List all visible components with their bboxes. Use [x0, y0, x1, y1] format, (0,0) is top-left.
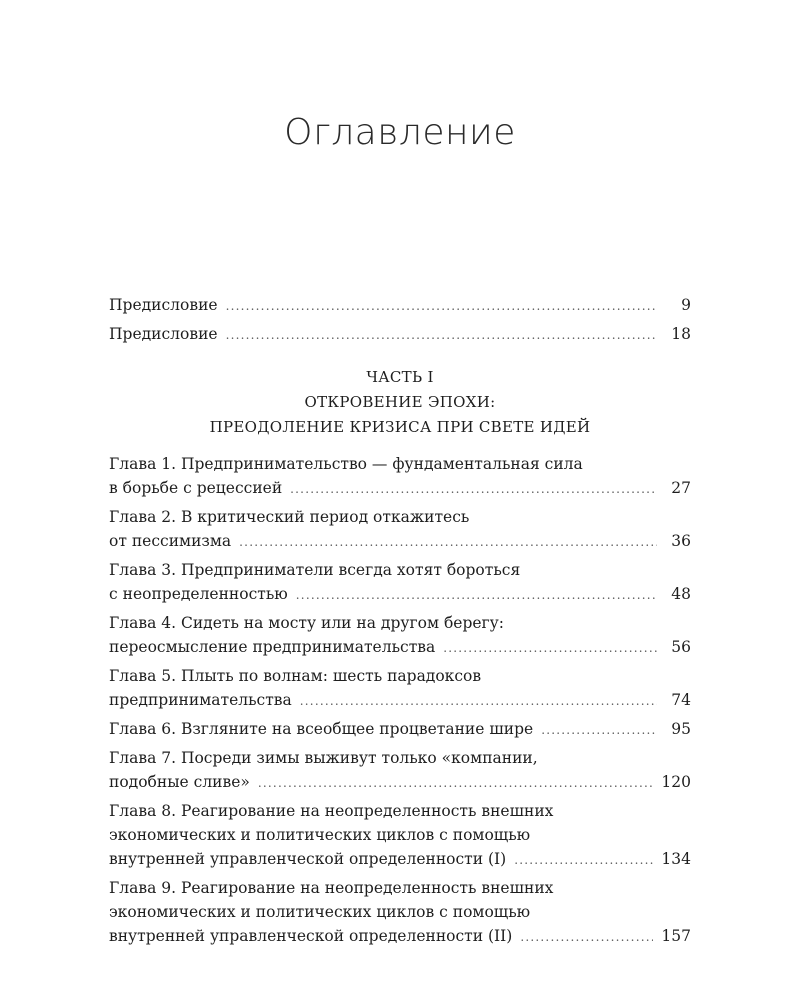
toc-page-number: 18: [671, 325, 691, 343]
toc-entry-title-line: подобные сливе»: [109, 773, 250, 791]
toc-entry-title-line: переосмысление предпринимательства: [109, 638, 436, 656]
toc-entry-chapter-7[interactable]: [109, 746, 691, 795]
part-heading: [109, 365, 691, 440]
toc-entry-title-line: экономических и политических циклов с помощью: [109, 826, 531, 844]
toc-page-number: 48: [671, 585, 691, 603]
toc-entry-title-line: Глава 1. Предпринимательство — фундаментальная сила: [109, 455, 583, 473]
toc-entry-title-line: внутренней управленческой определенности (I): [109, 850, 507, 868]
toc-entry-chapter-5[interactable]: [109, 664, 691, 713]
leader-dots: [239, 530, 657, 554]
toc-entry-title-line: предпринимательства: [109, 691, 292, 709]
toc-entry-title: Предисловие: [109, 296, 218, 314]
toc-entry-title-line: Глава 3. Предприниматели всегда хотят бороться: [109, 561, 521, 579]
part-label: ЧАСТЬ I: [366, 368, 434, 386]
leader-dots: [226, 323, 657, 347]
toc-entry-chapter-9[interactable]: [109, 876, 691, 949]
toc-entry-title-line: Глава 8. Реагирование на неопределенность внешних: [109, 802, 554, 820]
toc-page-number: 74: [671, 691, 691, 709]
toc-entry-title-line: Глава 5. Плыть по волнам: шесть парадоксов: [109, 667, 482, 685]
leader-dots: [258, 771, 654, 795]
toc-page-number: 157: [661, 927, 691, 945]
toc-entry-title-line: Глава 6. Взгляните на всеобщее процветание шире: [109, 720, 534, 738]
leader-dots: [520, 925, 653, 949]
table-of-contents: [109, 293, 691, 953]
toc-page-number: 36: [671, 532, 691, 550]
toc-entry-chapter-4[interactable]: [109, 611, 691, 660]
toc-entry-title-line: в борьбе с рецессией: [109, 479, 283, 497]
part-title-line-2: ПРЕОДОЛЕНИЕ КРИЗИСА ПРИ СВЕТЕ ИДЕЙ: [209, 418, 591, 436]
toc-entry-title-line: с неопределенностью: [109, 585, 288, 603]
toc-entry-title-line: от пессимизма: [109, 532, 232, 550]
toc-entry-preface-1[interactable]: [109, 293, 691, 318]
leader-dots: [300, 689, 657, 713]
toc-entry-title: Предисловие: [109, 325, 218, 343]
leader-dots: [443, 636, 657, 660]
toc-entry-title-line: Глава 4. Сидеть на мосту или на другом берегу:: [109, 614, 505, 632]
leader-dots: [514, 848, 653, 872]
toc-entry-title-line: экономических и политических циклов с помощью: [109, 903, 531, 921]
toc-entry-preface-2[interactable]: [109, 322, 691, 347]
toc-entry-chapter-6[interactable]: [109, 717, 691, 742]
page-title: Оглавление: [284, 112, 516, 153]
toc-entry-chapter-8[interactable]: [109, 799, 691, 872]
leader-dots: [226, 294, 657, 318]
toc-entry-title-line: Глава 7. Посреди зимы выживут только «компании,: [109, 749, 538, 767]
toc-page-number: 120: [661, 773, 691, 791]
toc-entry-chapter-1[interactable]: [109, 452, 691, 501]
leader-dots: [290, 477, 657, 501]
leader-dots: [296, 583, 657, 607]
toc-entry-chapter-2[interactable]: [109, 505, 691, 554]
toc-page-number: 27: [671, 479, 691, 497]
toc-page-number: 134: [661, 850, 691, 868]
toc-entry-chapter-3[interactable]: [109, 558, 691, 607]
toc-entry-title-line: Глава 2. В критический период откажитесь: [109, 508, 470, 526]
toc-page-number: 9: [681, 296, 691, 314]
toc-page-number: 56: [671, 638, 691, 656]
part-title-line-1: ОТКРОВЕНИЕ ЭПОХИ:: [304, 393, 496, 411]
toc-entry-title-line: Глава 9. Реагирование на неопределенность внешних: [109, 879, 554, 897]
toc-page-number: 95: [671, 720, 691, 738]
toc-entry-title-line: внутренней управленческой определенности (II): [109, 927, 513, 945]
leader-dots: [541, 718, 657, 742]
